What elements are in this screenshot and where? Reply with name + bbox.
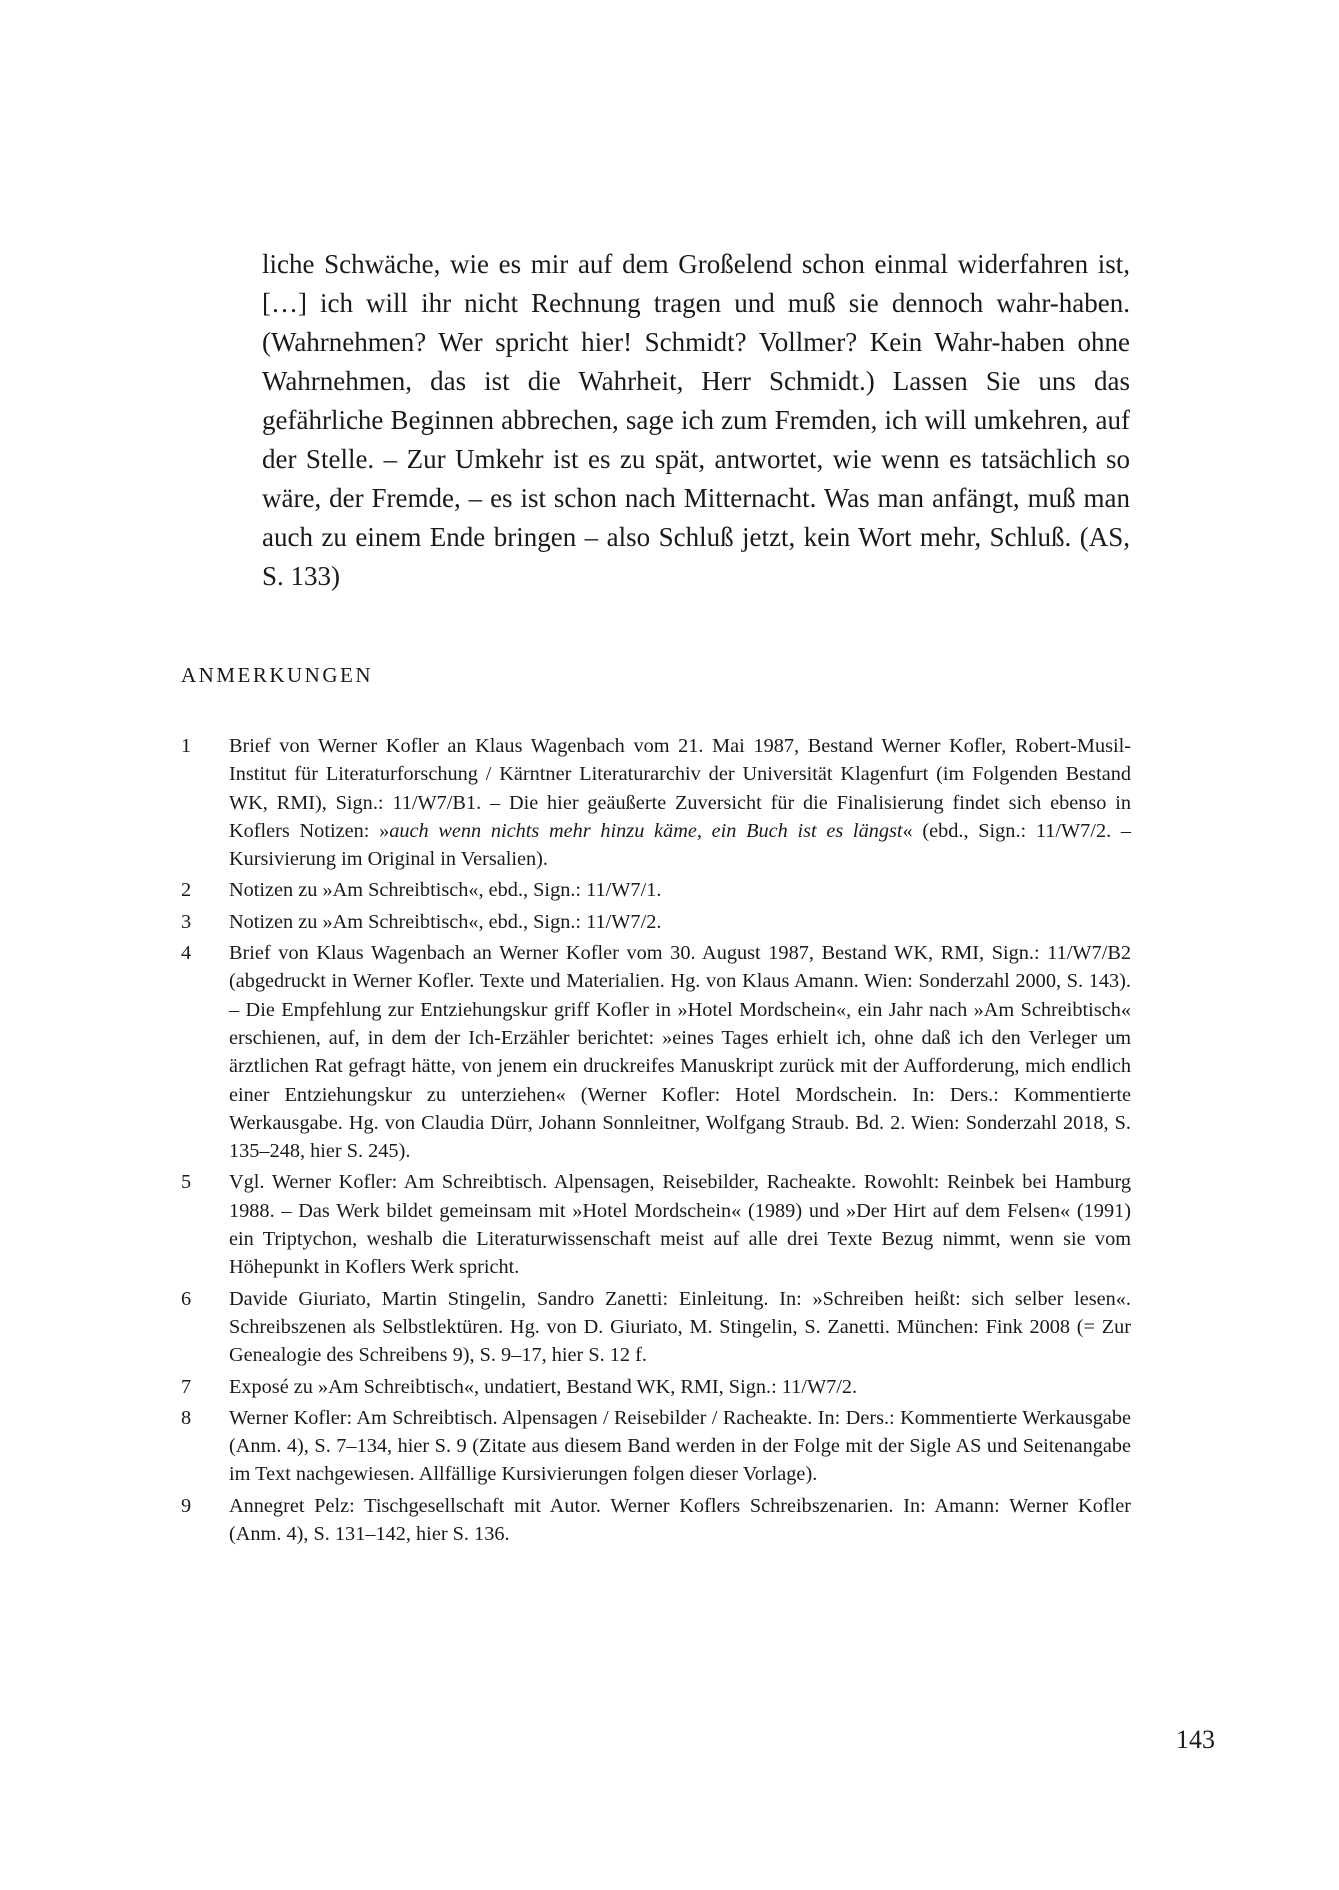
endnote-number: 9	[181, 1494, 192, 1517]
endnote-text: Notizen zu »Am Schreibtisch«, ebd., Sign.: 11/W7/2.	[229, 910, 662, 933]
endnote-text: Exposé zu »Am Schreibtisch«, undatiert, Bestand WK, RMI, Sign.: 11/W7/2.	[229, 1375, 858, 1398]
endnote	[181, 1285, 1131, 1370]
endnote-italic-quote: auch wenn nichts mehr hinzu käme, ein Buch ist es längst	[389, 819, 903, 842]
endnote-text-part: « (ebd., Sign.: 11/W7/2. – Kursivierung im Original in Versalien).	[229, 819, 1131, 871]
endnote-number: 2	[181, 879, 192, 902]
endnote	[181, 1492, 1131, 1549]
endnote-text: Notizen zu »Am Schreibtisch«, ebd., Sign.: 11/W7/1.	[229, 879, 662, 902]
endnote-text-part: Brief von Werner Kofler an Klaus Wagenbach vom 21. Mai 1987, Bestand Werner Kofler, Robert-Musil-Institut für Literaturforschung / Kärntner Literaturarchiv der Universität Klagenfurt (im Folgenden Bestand WK, RMI), Sign.: 11/W7/B1. – Die hier geäußerte Zuversicht für die Finalisierung findet sich ebenso in Koflers Notizen: »	[229, 735, 1131, 842]
page-number: 143	[1176, 1725, 1215, 1754]
endnote-text: Brief von Klaus Wagenbach an Werner Kofler vom 30. August 1987, Bestand WK, RMI, Sign.: 11/W7/B2 (abgedruckt in Werner Kofler. Texte und Materialien. Hg. von Klaus Amann. Wien: Sonderzahl 2000, S. 143). – Die Empfehlung zur Entziehungskur griff Kofler in »Hotel Mordschein«, ein Jahr nach »Am Schreibtisch« erschienen, auf, in dem der Ich-Erzähler berichtet: »eines Tages erhielt ich, ohne daß ich den Verleger um ärztlichen Rat gefragt hätte, von jenem ein druckreifes Manuskript zurück mit der Aufforderung, mich endlich einer Entziehungskur zu unterziehen« (Werner Kofler: Hotel Mordschein. In: Ders.: Kommentierte Werkausgabe. Hg. von Claudia Dürr, Johann Sonnleitner, Wolfgang Straub. Bd. 2. Wien: Sonderzahl 2018, S. 135–248, hier S. 245).	[229, 942, 1131, 1163]
endnote	[181, 939, 1131, 1165]
endnote-number: 3	[181, 910, 192, 933]
endnote-number: 8	[181, 1406, 192, 1429]
endnote-number: 6	[181, 1287, 192, 1310]
endnote-text: Annegret Pelz: Tischgesellschaft mit Autor. Werner Koflers Schreibszenarien. In: Amann: Werner Kofler (Anm. 4), S. 131–142, hier S. 136.	[229, 1494, 1131, 1546]
endnote-number: 7	[181, 1375, 192, 1398]
endnote	[181, 908, 1131, 936]
endnote-text: Davide Giuriato, Martin Stingelin, Sandro Zanetti: Einleitung. In: »Schreiben heißt: sich selber lesen«. Schreibszenen als Selbstlektüren. Hg. von D. Giuriato, M. Stingelin, S. Zanetti. München: Fink 2008 (= Zur Genealogie des Schreibens 9), S. 9–17, hier S. 12 f.	[229, 1287, 1131, 1367]
block-quote	[262, 245, 1130, 596]
endnote-text	[229, 732, 1131, 873]
endnote	[181, 876, 1131, 904]
endnote	[181, 1404, 1131, 1489]
quote-text: liche Schwäche, wie es mir auf dem Großelend schon einmal widerfahren ist, […] ich will ihr nicht Rechnung tragen und muß sie dennoch wahr-haben. (Wahrnehmen? Wer spricht hier! Schmidt? Vollmer? Kein Wahr-haben ohne Wahrnehmen, das ist die Wahrheit, Herr Schmidt.) Lassen Sie uns das gefährliche Beginnen abbrechen, sage ich zum Fremden, ich will umkehren, auf der Stelle. – Zur Umkehr ist es zu spät, antwortet, wie wenn es tatsächlich so wäre, der Fremde, – es ist schon nach Mitternacht. Was man anfängt, muß man auch zu einem Ende bringen – also Schluß jetzt, kein Wort mehr, Schluß. (AS, S. 133)	[262, 249, 1130, 591]
endnote-number: 5	[181, 1171, 192, 1194]
endnote-text: Werner Kofler: Am Schreibtisch. Alpensagen / Reisebilder / Racheakte. In: Ders.: Kommentierte Werkausgabe (Anm. 4), S. 7–134, hier S. 9 (Zitate aus diesem Band werden in der Folge mit der Sigle AS und Seitenangabe im Text nachgewiesen. Allfällige Kursivierungen folgen dieser Vorlage).	[229, 1406, 1131, 1486]
endnote-text: Vgl. Werner Kofler: Am Schreibtisch. Alpensagen, Reisebilder, Racheakte. Rowohlt: Reinbek bei Hamburg 1988. – Das Werk bildet gemeinsam mit »Hotel Mordschein« (1989) und »Der Hirt auf dem Felsen« (1991) ein Triptychon, weshalb die Literaturwissenschaft meist auf alle drei Texte Bezug nimmt, wenn sie vom Höhepunkt in Koflers Werk spricht.	[229, 1171, 1131, 1279]
endnote	[181, 1373, 1131, 1401]
endnotes-list	[181, 732, 1131, 1551]
endnote	[181, 732, 1131, 873]
endnote-number: 4	[181, 942, 192, 965]
notes-heading: ANMERKUNGEN	[181, 663, 373, 687]
endnote	[181, 1168, 1131, 1281]
endnote-number: 1	[181, 735, 192, 757]
